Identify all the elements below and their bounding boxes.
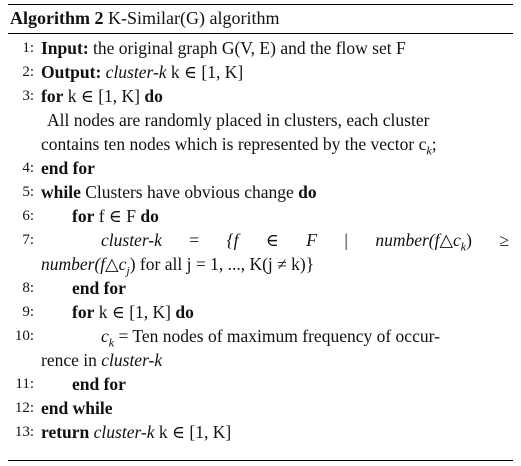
subscript: k (460, 239, 467, 254)
line-content-italic: cluster-k (89, 422, 155, 442)
line-7 (0, 228, 521, 276)
formula-token (375, 228, 472, 259)
line-number: 2: (22, 64, 34, 80)
line-number: 1: (22, 40, 34, 56)
keyword: Input: (41, 38, 89, 58)
line-content: k ∈ [1, K] (166, 62, 244, 82)
line-text (41, 156, 95, 180)
subscript: k (108, 335, 115, 350)
line-number: 13: (14, 424, 34, 440)
line-text (41, 180, 317, 204)
line-text (72, 276, 126, 300)
line-content: f ∈ F (94, 206, 141, 226)
keyword: do (144, 86, 163, 106)
algorithm-name: K-Similar(G) algorithm (108, 8, 280, 28)
line-content: k ∈ [1, K] (63, 86, 145, 106)
line-number: 6: (22, 208, 34, 224)
formula-token: ≥ (499, 230, 509, 250)
header-rule (8, 33, 513, 34)
subscript: k (426, 143, 432, 158)
line-number: 10: (14, 328, 34, 344)
line-content: k ∈ [1, K] (94, 302, 176, 322)
line-text (72, 372, 126, 396)
keyword: while (41, 182, 81, 202)
keyword: end for (41, 158, 95, 178)
line-text (41, 420, 231, 444)
line-text (41, 84, 163, 108)
formula-token: | (344, 230, 348, 250)
line-11 (0, 372, 521, 396)
line-10 (0, 324, 521, 372)
formula-number: number(f△c (375, 230, 461, 250)
line-number: 5: (22, 184, 34, 200)
line-3 (0, 84, 521, 108)
body-text: contains ten nodes which is represented by the vector c (41, 134, 427, 154)
assignment-italic: cluster-k (101, 350, 163, 370)
line-4 (0, 156, 521, 180)
assignment-text: rence in (41, 350, 102, 370)
keyword: Output: (41, 62, 102, 82)
line-9 (0, 300, 521, 324)
algorithm-title (10, 8, 279, 29)
top-rule (8, 4, 513, 5)
formula-paren: ) (466, 230, 472, 250)
line-text (41, 60, 243, 84)
line-5 (0, 180, 521, 204)
line-2 (0, 60, 521, 84)
keyword: return (41, 422, 90, 442)
line-content: k ∈ [1, K] (154, 422, 232, 442)
line-content-italic: cluster-k (101, 62, 167, 82)
body-text-row-1: All nodes are randomly placed in clusters, each cluster (47, 110, 430, 130)
line-number: 3: (22, 88, 34, 104)
formula-token: {f (226, 230, 239, 250)
line-number: 7: (22, 232, 34, 248)
line-number: 8: (22, 280, 34, 296)
keyword: do (140, 206, 159, 226)
line-number: 12: (14, 400, 34, 416)
formula-token: cluster-k (101, 230, 162, 250)
formula-number: number(f△c (41, 254, 127, 274)
keyword: do (298, 182, 317, 202)
line-6 (0, 204, 521, 228)
line-text (72, 300, 194, 324)
line-text (72, 204, 159, 228)
keyword: for (41, 86, 64, 106)
line-3-body (0, 108, 521, 156)
line-13 (0, 420, 521, 444)
bottom-rule (8, 460, 513, 461)
line-content: the original graph G(V, E) and the flow set F (88, 38, 406, 58)
formula-rest: ) for all j = 1, ..., K(j ≠ k)} (129, 254, 315, 274)
keyword: do (175, 302, 194, 322)
keyword: for (72, 302, 95, 322)
line-number: 11: (15, 376, 34, 392)
keyword: end for (72, 374, 126, 394)
assignment-row-2 (41, 348, 162, 372)
punctuation: ; (431, 134, 437, 154)
algorithm-label: Algorithm 2 (10, 8, 104, 28)
keyword: end while (41, 398, 113, 418)
formula-token: = (189, 230, 200, 250)
subscript: j (126, 263, 130, 278)
line-text (41, 396, 112, 420)
formula-token: ∈ (265, 230, 279, 250)
variable: c (101, 326, 109, 346)
keyword: end for (72, 278, 126, 298)
algorithm-body (0, 36, 521, 444)
line-number: 4: (22, 160, 34, 176)
line-12 (0, 396, 521, 420)
line-number: 9: (22, 304, 34, 320)
line-text (41, 36, 406, 60)
keyword: for (72, 206, 95, 226)
assignment-text: = Ten nodes of maximum frequency of occur- (114, 326, 440, 346)
formula-token: F (306, 230, 317, 250)
line-content: Clusters have obvious change (80, 182, 299, 202)
line-1 (0, 36, 521, 60)
line-8 (0, 276, 521, 300)
